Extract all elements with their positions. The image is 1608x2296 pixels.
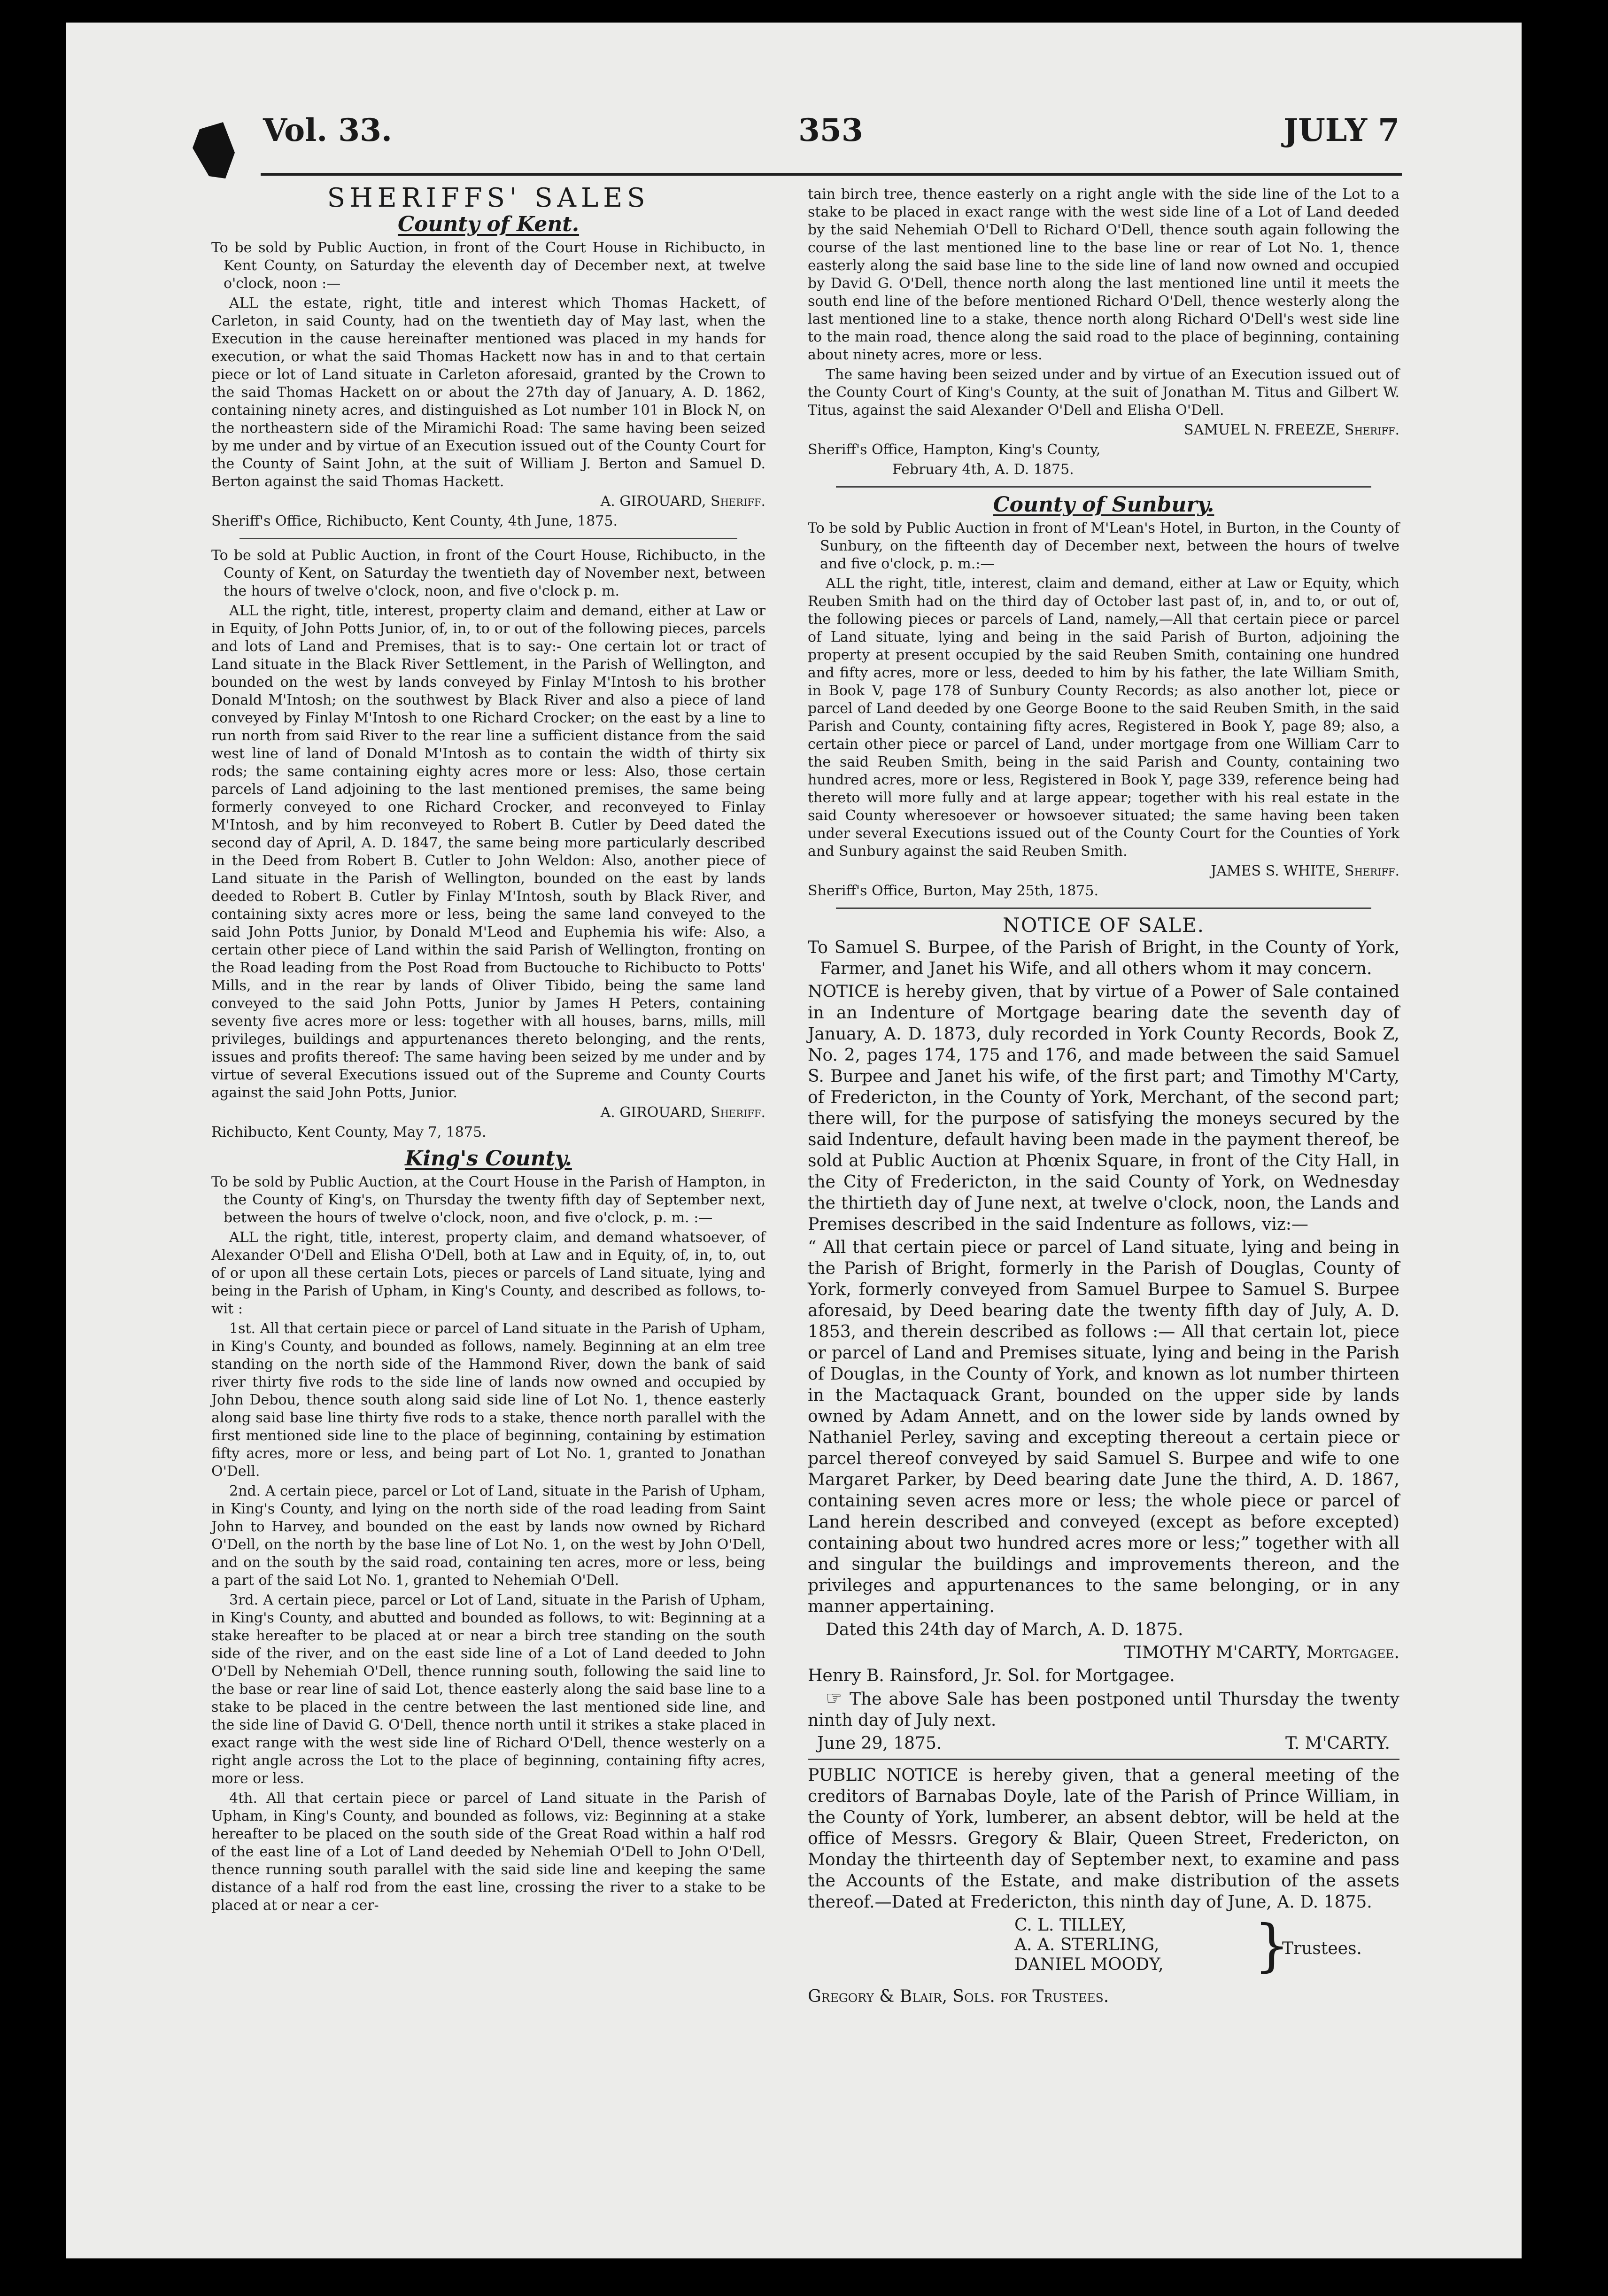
pointing-hand-icon: ☞ xyxy=(826,1688,843,1709)
postponed-date: June 29, 1875. xyxy=(817,1734,942,1753)
header-divider xyxy=(261,173,1402,176)
sunbury-heading: County of Sunbury. xyxy=(993,493,1214,517)
page-number: 353 xyxy=(798,112,863,148)
kings-continued: tain birch tree, thence easterly on a right angle with the side line of the Lot to a stake to be placed in exact range with the west side line of a Lot of Land deeded by the said Nehemiah O'Dell to Richard O'Dell, thence south again following the course of the last mentioned line to the base line or rear of Lot No. 1, thence easterly along the said base line to the side line of land now owned and occupied by David G. O'Dell, thence north along the last mentioned line until it meets the south end line of the before mentioned Richard O'Dell, thence westerly along the last mentioned line to a stake, thence north along Richard O'Dell's west side line to the main road, thence along the said road to the place of beginning, containing about ninety acres, more or less. xyxy=(808,186,1399,363)
trustee-name: C. L. TILLEY, xyxy=(1014,1916,1127,1935)
public-notice: PUBLIC NOTICE is hereby given, that a general meeting of the creditors of Barnabas Doyle, late of the Parish of Prince William, in the County of York, lumberer, an absent debtor, will be held at the office of Messrs. Gregory & Blair, Queen Street, Fredericton, on Monday the thirteenth day of September next, to examine and pass the Accounts of the Estate, and make distribution of the assets thereof.—Dated at Fredericton, this ninth day of June, A. D. 1875. xyxy=(808,1766,1399,1912)
binder-clip-icon xyxy=(190,120,237,181)
kings-sheriff: SAMUEL N. FREEZE, Sheriff. xyxy=(1184,422,1399,438)
postponed-text: The above Sale has been postponed until Thursday the twenty ninth day of July next. xyxy=(808,1690,1399,1730)
kent2-sheriff: A. GIROUARD, Sheriff. xyxy=(600,1104,765,1121)
kings-seized: The same having been seized under and by virtue of an Execution issued out of the County Court of King's County, at the suit of Jonathan M. Titus and Gilbert W. Titus, against the said Alexander O'Dell and Elisha O'Dell. xyxy=(808,366,1399,419)
kings-lot-3: 3rd. A certain piece, parcel or Lot of Land, situate in the Parish of Upham, in King's County, and abutted and bounded as follows, to wit: Beginning at a stake hereafter to be placed at or near a birch tree standing on the south side of the river, and on the east side line of a Lot of Land deeded to John O'Dell by Nehemiah O'Dell, thence running south, following the said line to the base or rear line of said Lot, thence easterly along the said base line to a stake to be placed in the centre between the last mentioned side line, and the side line of David G. O'Dell, thence north until it strikes a stake placed in exact range with the west side line of Richard O'Dell, thence westerly on a right angle across the Lot to the place of beginning, containing fifty acres, more or less. xyxy=(211,1592,765,1787)
divider xyxy=(240,538,737,539)
notice-title: NOTICE OF SALE. xyxy=(1003,914,1205,937)
trustee-name: A. A. STERLING, xyxy=(1014,1935,1160,1955)
kent2-intro: To be sold at Public Auction, in front of the Court House, Richibucto, in the County of Kent, on Saturday the twentieth day of November next, between the hours of twelve o'clock, noon, and five o'clock p. m. xyxy=(211,547,765,599)
notice-solicitor: Henry B. Rainsford, Jr. Sol. for Mortgagee. xyxy=(808,1666,1175,1685)
issue-date: JULY 7 xyxy=(1283,112,1399,148)
kings-heading: King's County. xyxy=(405,1147,572,1171)
kent1-intro: To be sold by Public Auction, in front of the Court House in Richibucto, in Kent County, on Saturday the eleventh day of December next, at twelve o'clock, noon :— xyxy=(211,240,765,292)
notice-postponed xyxy=(808,1688,1399,1731)
brace-icon: } xyxy=(1254,1913,1290,1978)
trustees-label: Trustees. xyxy=(1282,1939,1362,1958)
kent1-sheriff: A. GIROUARD, Sheriff. xyxy=(600,493,765,510)
notice-postponed-signoff xyxy=(817,1733,1390,1754)
notice-body: NOTICE is hereby given, that by virtue of a Power of Sale contained in an Indenture of Mortgage bearing date the seventh day of January, A. D. 1873, duly recorded in York County Records, Book Z, No. 2, pages 174, 175 and 176, and made between the said Samuel S. Burpee and Janet his wife, of the first part; and Timothy M'Carty, of Fredericton, in the County of York, Merchant, of the second part; there will, for the purpose of satisfying the moneys secured by the said Indenture, default having been made in the payment thereof, be sold at Public Auction at Phœnix Square, in front of the City Hall, in the City of Fredericton, in the said County of York, on Wednesday the thirtieth day of June next, at twelve o'clock, noon, the Lands and Premises described in the said Indenture as follows, viz:— xyxy=(808,982,1399,1234)
sunbury-body: ALL the right, title, interest, claim and demand, either at Law or Equity, which Reuben Smith had on the third day of October last past of, in, and to, or out of, the following pieces or parcels of Land, namely,—All that certain piece or parcel of Land situate, lying and being in the said Parish of Burton, adjoining the property at present occupied by the said Reuben Smith, containing one hundred and fifty acres, more or less, deeded to him by his father, the late William Smith, in Book V, page 178 of Sunbury County Records; as also another lot, piece or parcel of Land deeded by one George Boone to the said Reuben Smith, in the said Parish and County, containing fifty acres, Registered in Book Y, page 89; also, a certain other piece or parcel of Land, under mortgage from one William Carr to the said Reuben Smith, being in the said Parish and County, containing two hundred acres, more or less, Registered in Book Y, page 339, reference being had thereto will more fully and at large appear; together with his real estate in the said County wheresoever or howsoever situated; the same having been taken under several Executions issued out of the County Court for the Counties of York and Sunbury against the said Reuben Smith. xyxy=(808,575,1399,860)
notice-addressee: To Samuel S. Burpee, of the Parish of Bright, in the County of York, Farmer, and Janet his Wife, and all others whom it may concern. xyxy=(808,938,1399,978)
kent1-body: ALL the estate, right, title and interest which Thomas Hackett, of Carleton, in said County, had on the twentieth day of May last, when the Execution in the cause hereinafter mentioned was placed in my hands for execution, or what the said Thomas Hackett now has in and to that certain piece or lot of Land situate in Carleton aforesaid, granted by the Crown to the said Thomas Hackett on or about the 27th day of January, A. D. 1862, containing ninety acres, and distinguished as Lot number 101 in Block N, on the northeastern side of the Miramichi Road: The same having been seized by me under and by virtue of an Execution issued out of the County Court for the County of Saint John, at the suit of William J. Berton and Samuel D. Berton against the said Thomas Hackett. xyxy=(211,295,765,490)
kings-body: ALL the right, title, interest, property claim, and demand whatsoever, of Alexander O'Dell and Elisha O'Dell, both at Law and in Equity, of, in, to, out of or upon all these certain Lots, pieces or parcels of Land situate, lying and being in the Parish of Upham, in King's County, and described as follows, to-wit : xyxy=(211,1229,765,1317)
divider xyxy=(808,1759,1399,1760)
notice-quote: “ All that certain piece or parcel of Land situate, lying and being in the Parish of Bright, formerly in the Parish of Douglas, County of York, formerly conveyed from Samuel Burpee to Samuel S. Burpee aforesaid, by Deed bearing date the twenty fifth day of July, A. D. 1853, and therein described as follows :— All that certain lot, piece or parcel of Land and Premises situate, lying and being in the Parish of Douglas, in the County of York, and known as lot number thirteen in the Mactaquack Grant, bounded on the upper side by lands owned by Adam Annett, and on the lower side by lands owned by Nathaniel Perley, saving and excepting thereout a certain piece or parcel thereof conveyed by said Samuel S. Burpee and wife to one Margaret Parker, by Deed bearing date June the third, A. D. 1867, containing seven acres more or less; the whole piece or parcel of Land herein described and conveyed (except as before excepted) containing about two hundred acres more or less;” together with all and singular the buildings and improvements thereon, and the privileges and appurtenances to the same belonging, or in any manner appertaining. xyxy=(808,1238,1399,1616)
kings-date: February 4th, A. D. 1875. xyxy=(892,461,1074,478)
notice-dated: Dated this 24th day of March, A. D. 1875. xyxy=(826,1620,1183,1639)
kent1-office: Sheriff's Office, Richibucto, Kent County, 4th June, 1875. xyxy=(211,513,618,529)
notice-mortgagee: TIMOTHY M'CARTY, Mortgagee. xyxy=(1124,1643,1399,1662)
section-title: SHERIFFS' SALES xyxy=(327,183,650,213)
kings-lot-1: 1st. All that certain piece or parcel of Land situate in the Parish of Upham, in King's County, and bounded as follows, namely. Beginning at an elm tree standing on the north side of the Hammond River, down the bank of said river thirty five rods to the side line of lands now owned and occupied by John Debou, thence south along said side line of Lot No. 1, thence easterly along said base line thirty five rods to a stake, thence north parallel with the first mentioned side line to the place of beginning, containing by estimation fifty acres, more or less, and being part of Lot No. 1, granted to Jonathan O'Dell. xyxy=(211,1320,765,1480)
postponed-signature: T. M'CARTY. xyxy=(1285,1734,1390,1753)
sunbury-office: Sheriff's Office, Burton, May 25th, 1875. xyxy=(808,883,1098,899)
kent-heading: County of Kent. xyxy=(397,212,580,236)
volume-label: Vol. 33. xyxy=(263,112,393,148)
kings-office: Sheriff's Office, Hampton, King's County, xyxy=(808,442,1101,458)
trustee-name: DANIEL MOODY, xyxy=(1014,1955,1164,1974)
right-column xyxy=(808,186,1399,2009)
solicitors-line: Gregory & Blair, Sols. for Trustees. xyxy=(808,1987,1109,2006)
kent2-office: Richibucto, Kent County, May 7, 1875. xyxy=(211,1124,487,1140)
kings-lot-2: 2nd. A certain piece, parcel or Lot of Land, situate in the Parish of Upham, in King's County, and lying on the north side of the road leading from Saint John to Harvey, and bounded on the east by lands now owned by Richard O'Dell, on the north by the base line of Lot No. 1, on the west by John O'Dell, and on the south by the said road, containing ten acres, more or less, being a part of the said Lot No. 1, granted to Nehemiah O'Dell. xyxy=(211,1483,765,1589)
kings-lot-4: 4th. All that certain piece or parcel of Land situate in the Parish of Upham, in King's County, and bounded as follows, viz: Beginning at a stake hereafter to be placed on the south side of the Great Road within a half rod of the east line of a Lot of Land deeded by Nehemiah O'Dell to John O'Dell, thence running south parallel with the said side line and keeping the same distance of a half rod from the east line, crossing the river to a stake to be placed at or near a cer- xyxy=(211,1790,765,1914)
trustees-block xyxy=(808,1913,1399,1986)
kings-intro: To be sold by Public Auction, at the Court House in the Parish of Hampton, in the County of King's, on Thursday the twenty fifth day of September next, between the hours of twelve o'clock, noon, and five o'clock, p. m. :— xyxy=(211,1174,765,1226)
kent2-body: ALL the right, title, interest, property claim and demand, either at Law or in Equity, of John Potts Junior, of, in, to or out of the following pieces, parcels and lots of Land and Premises, that is to say:- One certain lot or tract of Land situate in the Black River Settlement, in the Parish of Wellington, and bounded on the west by lands conveyed by Finlay M'Intosh to his brother Donald M'Intosh; on the southwest by Black River and also a piece of land conveyed by Finlay M'Intosh to one Richard Crocker; on the east by a line to run north from said River to the rear line a sufficient distance from the said west line of land of Donald M'Intosh as to contain the width of thirty six rods; the same containing eighty acres more or less: Also, those certain parcels of Land adjoining to the last mentioned premises, the same being formerly conveyed to one Richard Crocker, and reconveyed to Finlay M'Intosh, and by him reconveyed to Robert B. Cutler by Deed dated the second day of April, A. D. 1847, the same being more particularly described in the Deed from Robert B. Cutler to John Weldon: Also, another piece of Land situate in the Parish of Wellington, bounded on the east by lands deeded to Robert B. Cutler by Finlay M'Intosh, south by Black River, and containing sixty acres more or less, being the same land conveyed to the said John Potts Junior, by Donald M'Leod and Euphemia his wife: Also, a certain other piece of Land within the said Parish of Wellington, fronting on the Road leading from the Post Road from Buctouche to Richibucto to Potts' Mills, and in the rear by lands of Oliver Tibido, being the same land conveyed to the said John Potts, Junior by James H Peters, containing seventy five acres more or less: together with all houses, barns, mills, mill privileges, buildings and appurtenances thereto belonging, and the rents, issues and profits thereof: The same having been seized by me under and by virtue of several Executions issued out of the Supreme and County Courts against the said John Potts, Junior. xyxy=(211,603,765,1101)
left-column xyxy=(211,183,765,1916)
page-header xyxy=(263,112,1399,163)
divider xyxy=(836,486,1371,488)
sunbury-intro: To be sold by Public Auction in front of M'Lean's Hotel, in Burton, in the County of Sunbury, on the fifteenth day of December next, between the hours of twelve and five o'clock, p. m.:— xyxy=(808,520,1399,572)
sunbury-sheriff: JAMES S. WHITE, Sheriff. xyxy=(1211,863,1399,879)
divider xyxy=(836,908,1371,909)
